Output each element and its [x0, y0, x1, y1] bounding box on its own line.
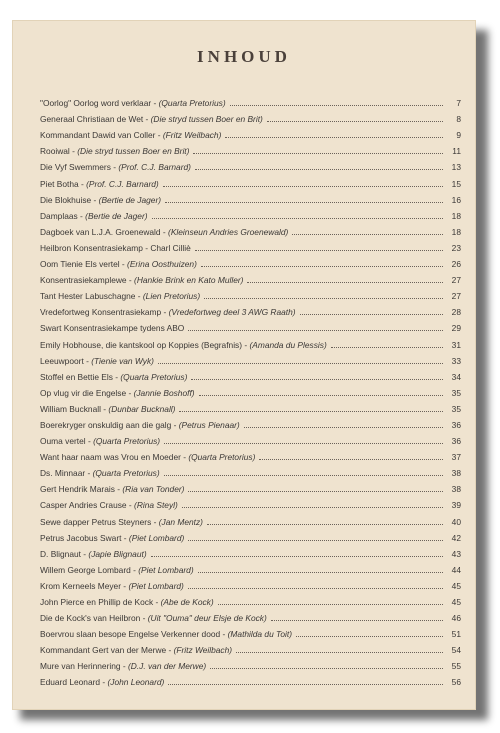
toc-entry-source: (Piet Lombard): [138, 564, 194, 575]
toc-entry-page-number: 54: [451, 645, 461, 656]
toc-entry-source: (Die stryd tussen Boer en Brit): [77, 146, 190, 157]
toc-entry: [40, 92, 461, 108]
toc-entry: [40, 108, 461, 124]
toc-entry: [40, 301, 461, 317]
toc-entry-text: Petrus Jacobus Swart -: [40, 532, 127, 543]
toc-entry-page-number: 38: [451, 468, 461, 479]
toc-entry-page-number: 13: [451, 162, 461, 173]
toc-entry-source: (Fritz Weilbach): [173, 645, 233, 656]
dot-leader: [236, 652, 443, 653]
toc-entry-page-number: 37: [451, 452, 461, 463]
book-page: [12, 20, 476, 710]
toc-entry-title: [40, 130, 221, 140]
toc-entry-page-number: 27: [451, 275, 461, 286]
dot-leader: [188, 491, 443, 492]
toc-entry-title: [40, 468, 160, 478]
toc-entry-title: [40, 388, 195, 398]
dot-leader: [331, 347, 443, 348]
toc-entry-text: Dagboek van L.J.A. Groenewald -: [40, 226, 166, 237]
toc-entry-title: [40, 243, 191, 253]
dot-leader: [188, 588, 443, 589]
toc-entry-source: (Mathilda du Toit): [227, 629, 293, 640]
toc-entry-page-number: 35: [451, 387, 461, 398]
toc-entry-page-number: 34: [451, 371, 461, 382]
toc-entry: [40, 430, 461, 446]
dot-leader: [182, 507, 443, 508]
toc-entry: [40, 414, 461, 430]
dot-leader: [188, 330, 443, 331]
toc-entry-page-number: 42: [451, 532, 461, 543]
toc-entry: [40, 639, 461, 655]
toc-entry-source: (Quarta Pretorius): [188, 452, 256, 463]
toc-entry-text: Piet Botha -: [40, 178, 84, 189]
dot-leader: [244, 427, 443, 428]
toc-entry-text: Generaal Christiaan de Wet -: [40, 114, 149, 125]
toc-entry: [40, 382, 461, 398]
toc-entry-title: [40, 661, 206, 671]
toc-entry-page-number: 29: [451, 323, 461, 334]
toc-entry-source: (Piet Lombard): [128, 532, 185, 543]
toc-entry-text: Kommandant Dawid van Coller -: [40, 130, 161, 141]
toc-entry-page-number: 36: [451, 419, 461, 430]
toc-entry-text: Swart Konsentrasiekampe tydens ABO: [40, 323, 185, 334]
dot-leader: [210, 668, 443, 669]
toc-entry: [40, 140, 461, 156]
toc-entry-title: [40, 146, 189, 156]
dot-leader: [152, 218, 443, 219]
toc-entry-text: Boerekryger onskuldig aan die galg -: [40, 419, 177, 430]
toc-entry-text: Op vlug vir die Engelse -: [40, 387, 132, 398]
toc-entry-title: [40, 291, 200, 301]
toc-entry: [40, 124, 461, 140]
toc-entry-source: (Piet Lombard): [128, 580, 184, 591]
dot-leader: [204, 298, 443, 299]
dot-leader: [165, 202, 443, 203]
toc-entry-text: Willem George Lombard -: [40, 564, 136, 575]
toc-entry-text: Eduard Leonard -: [40, 677, 106, 688]
toc-entry-page-number: 44: [451, 564, 461, 575]
toc-entry-title: [40, 340, 327, 350]
toc-entry-text: John Pierce en Phillip de Kock -: [40, 597, 159, 607]
dot-leader: [300, 314, 443, 315]
toc-entry-text: Stoffel en Bettie Els -: [40, 371, 119, 382]
toc-entry-source: (Kleinseun Andries Groenewald): [168, 226, 289, 237]
toc-entry-page-number: 23: [451, 242, 461, 253]
toc-entry-title: [40, 323, 184, 333]
dot-leader: [151, 556, 443, 557]
dot-leader: [199, 395, 443, 396]
toc-entry-text: Want haar naam was Vrou en Moeder -: [40, 452, 187, 463]
toc-entry-source: (Prof. C.J. Barnard): [118, 162, 191, 173]
toc-entry-text: Ds. Minnaar -: [40, 468, 91, 479]
toc-entry-title: [40, 307, 296, 317]
toc-entry-page-number: 45: [451, 580, 461, 591]
toc-entry-title: [40, 259, 197, 269]
toc-entry-source: (Tienie van Wyk): [91, 355, 154, 366]
dot-leader: [225, 137, 443, 138]
toc-entry-title: [40, 484, 184, 494]
toc-entry-page-number: 36: [451, 436, 461, 447]
page-title: INHOUD: [197, 47, 291, 66]
toc-entry-page-number: 18: [451, 226, 461, 237]
toc-entry: [40, 559, 461, 575]
toc-entry: [40, 575, 461, 591]
toc-entry-source: (John Leonard): [107, 677, 165, 688]
toc-entry-page-number: 28: [451, 307, 461, 318]
toc-entry-title: [40, 597, 214, 607]
toc-entry-text: Ouma vertel -: [40, 436, 91, 447]
toc-entry-page-number: 33: [451, 355, 461, 366]
toc-entry-text: Sewe dapper Petrus Steyners -: [40, 516, 157, 527]
toc-entry: [40, 285, 461, 301]
toc-entry-page-number: 18: [451, 210, 461, 221]
toc-entry-title: [40, 565, 194, 575]
toc-entry-title: [40, 629, 292, 639]
dot-leader: [168, 684, 443, 685]
toc-entry-text: Tant Hester Labuschagne -: [40, 291, 141, 302]
dot-leader: [198, 572, 443, 573]
toc-entry: [40, 494, 461, 510]
toc-entry-text: Die de Kock's van Heilbron -: [40, 613, 146, 624]
toc-entry-source: (Prof. C.J. Barnard): [86, 178, 159, 189]
toc-entry-source: (Amanda du Plessis): [249, 339, 327, 350]
toc-entry-source: (Jan Mentz): [158, 516, 203, 527]
toc-entry-source: (Bertie de Jager): [85, 210, 148, 221]
toc-entry-text: "Oorlog" Oorlog word verklaar -: [40, 98, 157, 109]
toc-entry-page-number: 39: [451, 500, 461, 511]
dot-leader: [193, 153, 443, 154]
toc-entry-source: (Erina Oosthuizen): [127, 259, 197, 270]
toc-entry-title: [40, 275, 243, 285]
toc-entry-text: Emily Hobhouse, die kantskool op Koppies (Begrafnis) -: [40, 339, 248, 350]
toc-entry-text: Gert Hendrik Marais -: [40, 484, 121, 495]
toc-entry-title: [40, 404, 175, 414]
toc-entry-text: Leeuwpoort -: [40, 355, 89, 366]
toc-entry-text: Boervrou slaan besope Engelse Verkenner dood -: [40, 629, 226, 640]
toc-entry: [40, 591, 461, 607]
toc-entry-source: (Bertie de Jager): [98, 194, 162, 205]
dot-leader: [164, 443, 443, 444]
dot-leader: [267, 121, 443, 122]
toc-entry: [40, 156, 461, 172]
toc-entry-text: D. Blignaut -: [40, 548, 87, 559]
toc-entry: [40, 510, 461, 526]
dot-leader: [191, 379, 443, 380]
toc-entry-title: [40, 211, 148, 221]
toc-entry-source: (D.J. van der Merwe): [127, 661, 207, 672]
toc-entry-title: [40, 114, 263, 124]
toc-entry-page-number: 8: [456, 114, 461, 125]
toc-entry-page-number: 40: [451, 516, 461, 527]
dot-leader: [195, 250, 443, 251]
toc-entry: [40, 317, 461, 333]
table-of-contents: [40, 92, 461, 687]
toc-entry-title: [40, 581, 184, 591]
dot-leader: [296, 636, 443, 637]
dot-leader: [292, 234, 443, 235]
toc-entry: [40, 398, 461, 414]
toc-entry: [40, 350, 461, 366]
toc-entry: [40, 221, 461, 237]
toc-entry-page-number: 7: [456, 98, 461, 109]
toc-entry-text: Oom Tienie Els vertel -: [40, 259, 125, 270]
toc-entry-page-number: 51: [451, 629, 461, 640]
toc-entry-page-number: 27: [451, 291, 461, 302]
toc-entry-page-number: 26: [451, 259, 461, 270]
toc-entry-source: (Jannie Boshoff): [133, 387, 195, 398]
toc-entry-source: (Quarta Pretorius): [93, 436, 161, 447]
toc-entry-source: (Petrus Pienaar): [178, 419, 240, 430]
toc-entry-text: Heilbron Konsentrasiekamp - Charl Cilliè: [40, 242, 191, 253]
toc-entry-text: Rooiwal -: [40, 146, 75, 157]
toc-entry-source: (Quarta Pretorius): [92, 468, 160, 479]
dot-leader: [179, 411, 443, 412]
toc-entry-title: [40, 179, 159, 189]
dot-leader: [259, 459, 443, 460]
toc-entry: [40, 333, 461, 349]
toc-entry: [40, 446, 461, 462]
dot-leader: [163, 186, 443, 187]
toc-entry-page-number: 31: [451, 339, 461, 350]
dot-leader: [247, 282, 443, 283]
toc-entry-source: (Hankie Brink en Kato Muller): [134, 275, 244, 286]
dot-leader: [218, 604, 443, 605]
toc-entry-page-number: 9: [456, 130, 461, 141]
toc-entry: [40, 366, 461, 382]
toc-entry: [40, 607, 461, 623]
toc-entry-title: [40, 549, 147, 559]
toc-entry-source: (Rina Steyl): [134, 500, 178, 511]
toc-entry-text: Die Vyf Swemmers -: [40, 162, 117, 173]
toc-entry-page-number: 55: [451, 661, 461, 672]
toc-entry-title: [40, 436, 160, 446]
toc-entry-title: [40, 195, 161, 205]
toc-entry: [40, 172, 461, 188]
dot-leader: [271, 620, 443, 621]
toc-entry-source: (Dunbar Bucknall): [108, 403, 176, 414]
toc-entry-source: (Quarta Pretorius): [120, 371, 188, 382]
toc-entry-text: Krom Kerneels Meyer -: [40, 580, 127, 591]
dot-leader: [188, 540, 443, 541]
toc-entry: [40, 527, 461, 543]
toc-entry-title: [40, 356, 154, 366]
toc-entry-source: (Fritz Weilbach): [162, 130, 222, 141]
toc-entry-title: [40, 613, 267, 623]
dot-leader: [230, 105, 443, 106]
toc-entry-page-number: 16: [451, 194, 461, 205]
toc-entry-title: [40, 645, 232, 655]
toc-entry-title: [40, 162, 191, 172]
toc-entry-source: (Ria van Tonder): [122, 484, 185, 495]
toc-entry-page-number: 38: [451, 484, 461, 495]
toc-entry-source: (Vredefortweg deel 3 AWG Raath): [168, 307, 296, 318]
dot-leader: [207, 524, 443, 525]
toc-entry: [40, 205, 461, 221]
toc-entry: [40, 478, 461, 494]
toc-entry-text: Damplaas -: [40, 210, 83, 221]
toc-entry: [40, 253, 461, 269]
toc-entry: [40, 543, 461, 559]
toc-entry: [40, 623, 461, 639]
toc-entry-text: Mure van Herinnering -: [40, 661, 126, 672]
toc-entry-page-number: 11: [452, 146, 461, 157]
toc-entry-source: (Japie Blignaut): [88, 548, 147, 559]
toc-entry-text: William Bucknall -: [40, 403, 107, 414]
toc-entry-source: (Uit "Ouma" deur Elsje de Kock): [147, 613, 267, 624]
toc-entry: [40, 655, 461, 671]
toc-entry-title: [40, 533, 184, 543]
dot-leader: [195, 169, 443, 170]
toc-entry-source: (Quarta Pretorius): [158, 98, 226, 109]
toc-entry-text: Kommandant Gert van der Merwe -: [40, 645, 172, 656]
toc-entry-title: [40, 98, 226, 108]
dot-leader: [164, 475, 443, 476]
toc-entry-title: [40, 227, 288, 237]
toc-entry-text: Vredefortweg Konsentrasiekamp -: [40, 307, 167, 318]
dot-leader: [201, 266, 443, 267]
toc-entry: [40, 237, 461, 253]
toc-entry-page-number: 46: [451, 613, 461, 624]
toc-entry-page-number: 35: [451, 403, 461, 414]
toc-entry: [40, 462, 461, 478]
toc-entry-title: [40, 372, 187, 382]
toc-entry-title: [40, 500, 178, 510]
toc-entry-source: (Lien Pretorius): [142, 291, 201, 302]
toc-entry-page-number: 45: [451, 597, 461, 607]
toc-entry: [40, 269, 461, 285]
toc-entry-source: (Die stryd tussen Boer en Brit): [150, 114, 263, 125]
toc-entry: [40, 189, 461, 205]
toc-entry-text: Casper Andries Crause -: [40, 500, 132, 511]
toc-entry-title: [40, 677, 164, 687]
toc-entry-title: [40, 517, 203, 527]
toc-entry-page-number: 43: [451, 548, 461, 559]
toc-entry-text: Konsentrasiekamplewe -: [40, 275, 132, 286]
toc-entry-source: (Abe de Kock): [160, 597, 214, 607]
toc-entry-page-number: 56: [451, 677, 461, 688]
toc-entry-title: [40, 420, 240, 430]
toc-entry: [40, 671, 461, 687]
toc-entry-title: [40, 452, 255, 462]
dot-leader: [158, 363, 443, 364]
toc-entry-page-number: 15: [451, 178, 461, 189]
toc-entry-text: Die Blokhuise -: [40, 194, 97, 205]
